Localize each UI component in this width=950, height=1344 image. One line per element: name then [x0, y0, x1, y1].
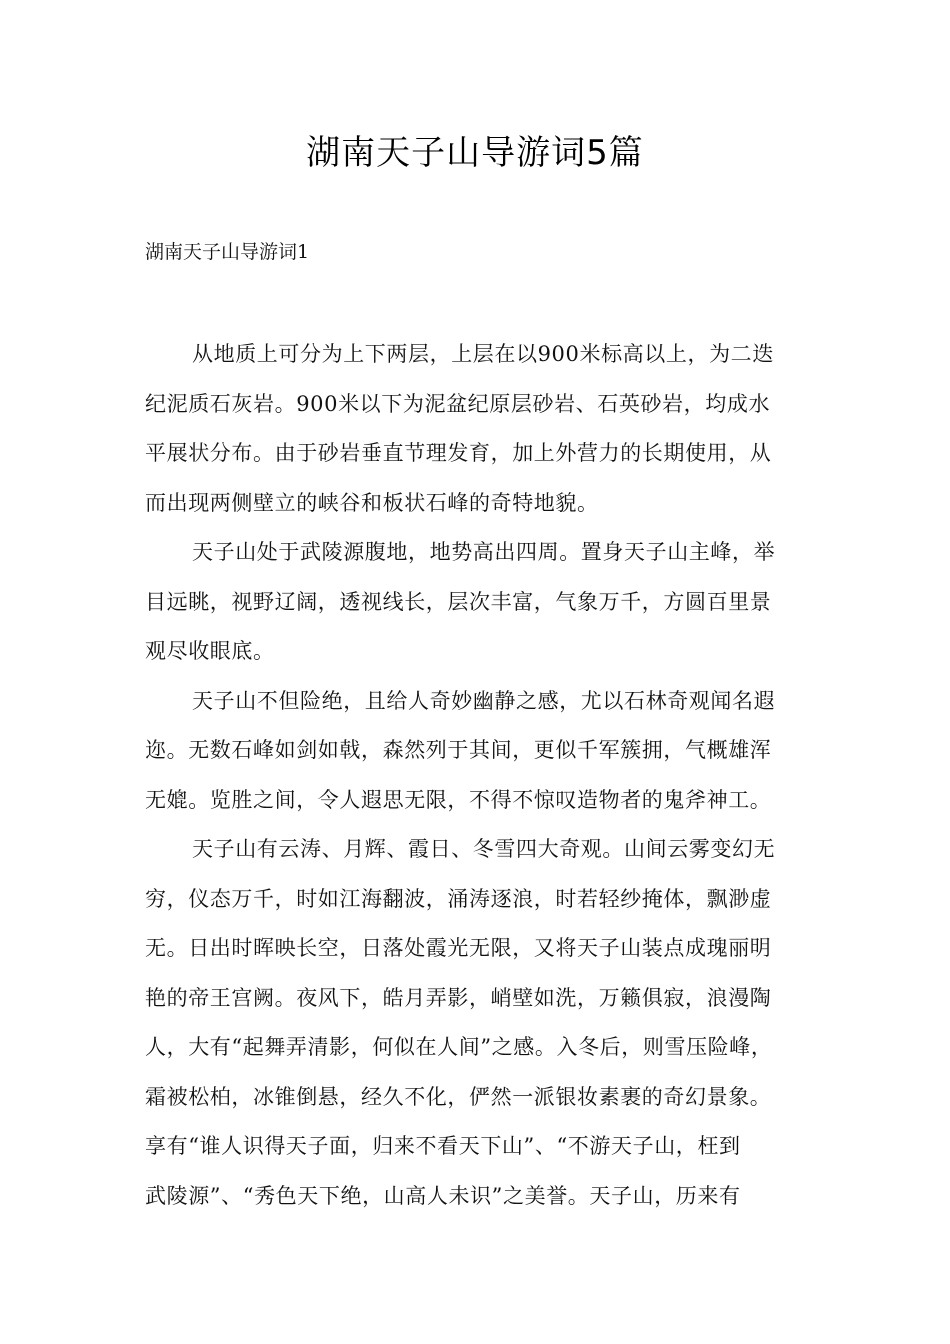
section-heading: 湖南天子山导游词1: [145, 241, 310, 263]
text-line: 而出现两侧壁立的峡谷和板状石峰的奇特地貌。: [145, 490, 599, 515]
text-line: 目远眺，视野辽阔，透视线长，层次丰富，气象万千，方圆百里景: [145, 589, 772, 614]
text-line: 平展状分布。由于砂岩垂直节理发育，加上外营力的长期使用，从: [145, 441, 772, 465]
text-line: 艳的帝王宫阙。夜风下，皓月弄影，峭壁如洗，万籁俱寂，浪漫陶: [145, 985, 772, 1010]
text-line: 迩。无数石峰如剑如戟，森然列于其间，更似千军簇拥，气概雄浑: [145, 738, 772, 762]
text-line: 人，大有“起舞弄清影，何似在人间”之感。入冬后，则雪压险峰，: [145, 1035, 773, 1059]
text-line: 天子山有云涛、月辉、霞日、冬雪四大奇观。山间云雾变幻无: [192, 837, 776, 861]
text-line: 天子山不但险绝，且给人奇妙幽静之感，尤以石林奇观闻名遐: [192, 688, 776, 713]
text-line: 纪泥质石灰岩。900米以下为泥盆纪原层砂岩、石英砂岩，均成水: [145, 391, 771, 416]
text-line: 享有“谁人识得天子面，归来不看天下山”、“不游天子山，枉到: [145, 1134, 741, 1158]
body-text: [145, 330, 825, 1221]
text-line: 观尽收眼底。: [145, 639, 275, 663]
text-line: 穷，仪态万千，时如江海翻波，涌涛逐浪，时若轻纱掩体，飘渺虚: [145, 886, 772, 911]
text-line: 霜被松柏，冰锥倒悬，经久不化，俨然一派银妆素裹的奇幻景象。: [145, 1084, 772, 1109]
text-line: 无媲。览胜之间，令人遐思无限，不得不惊叹造物者的鬼斧神工。: [145, 787, 772, 812]
text-line: 无。日出时晖映长空，日落处霞光无限，又将天子山装点成瑰丽明: [145, 936, 772, 960]
document-title: 湖南天子山导游词5篇: [306, 133, 644, 173]
text-line: 从地质上可分为上下两层，上层在以900米标高以上，为二迭: [192, 342, 774, 366]
text-line: 武陵源”、“秀色天下绝，山高人未识”之美誉。天子山，历来有: [145, 1183, 741, 1208]
text-line: 天子山处于武陵源腹地，地势高出四周。置身天子山主峰，举: [192, 540, 776, 564]
